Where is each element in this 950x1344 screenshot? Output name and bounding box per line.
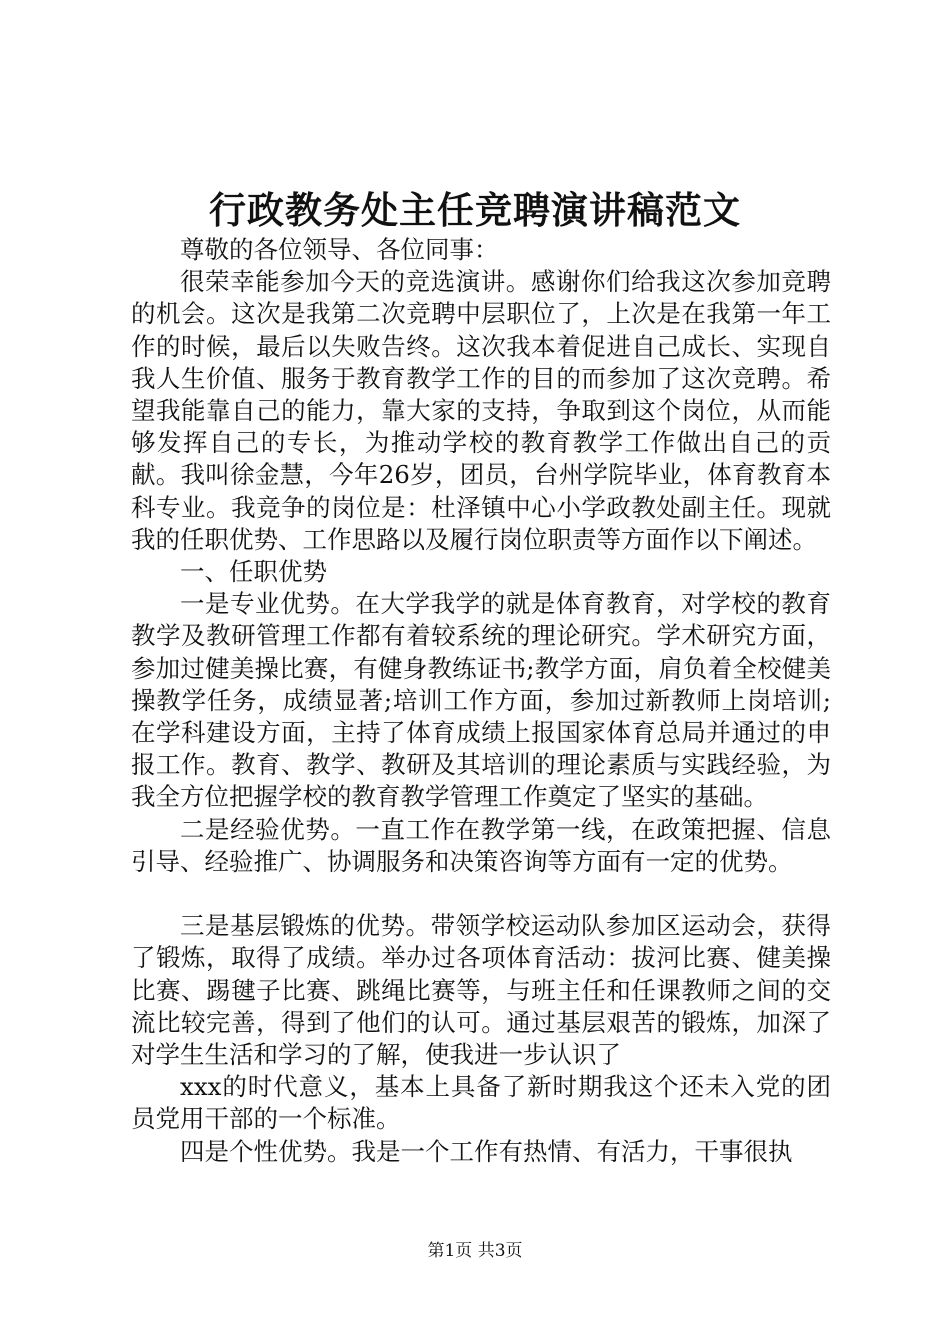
personality-advantage-paragraph: 四是个性优势。我是一个工作有热情、有活力，干事很执: [180, 1136, 793, 1166]
document-body: [131, 234, 831, 1168]
document-title: 行政教务处主任竞聘演讲稿范文: [209, 188, 741, 232]
section-heading: 一、任职优势: [180, 557, 327, 587]
salutation-paragraph: 尊敬的各位领导、各位同事：: [180, 235, 499, 264]
page-indicator: 第1页 共3页: [427, 1241, 523, 1261]
intro-paragraph: 很荣幸能参加今天的竞选演讲。感谢你们给我这次参加竞聘的机会。这次是我第二次竞聘中层职位了，上次是在我第一年工作的时候，最后以失败告终。这次我本着促进自己成长、实现自我人生价值、服务于教育教学工作的目的而参加了这次竞聘。希望我能靠自己的能力，靠大家的支持，争取到这个岗位，从而能够发挥自己的专长，为推动学校的教育教学工作做出自己的贡献。我叫徐金慧，今年26岁，团员，台州学院毕业，体育教育本科专业。我竞争的岗位是：杜泽镇中心小学政教处副主任。现就我的任职优势、工作思路以及履行岗位职责等方面作以下阐述。: [131, 267, 831, 554]
continuation-paragraph: xxx的时代意义，基本上具备了新时期我这个还未入党的团员党用干部的一个标准。: [131, 1072, 831, 1134]
experience-advantage-paragraph: 二是经验优势。一直工作在教学第一线，在政策把握、信息引导、经验推广、协调服务和决策咨询等方面有一定的优势。: [131, 814, 831, 876]
grassroots-advantage-paragraph: 三是基层锻炼的优势。带领学校运动队参加区运动会，获得了锻炼，取得了成绩。举办过各项体育活动：拔河比赛、健美操比赛、踢毽子比赛、跳绳比赛等，与班主任和任课教师之间的交流比较完善，得到了他们的认可。通过基层艰苦的锻炼，加深了对学生生活和学习的了解，使我进一步认识了: [131, 911, 831, 1070]
professional-advantage-paragraph: 一是专业优势。在大学我学的就是体育教育，对学校的教育教学及教研管理工作都有着较系统的理论研究。学术研究方面，参加过健美操比赛，有健身教练证书;教学方面，肩负着全校健美操教学任务，成绩显著;培训工作方面，参加过新教师上岗培训;在学科建设方面，主持了体育成绩上报国家体育总局并通过的申报工作。教育、教学、教研及其培训的理论素质与实践经验，为我全方位把握学校的教育教学管理工作奠定了坚实的基础。: [131, 589, 831, 812]
